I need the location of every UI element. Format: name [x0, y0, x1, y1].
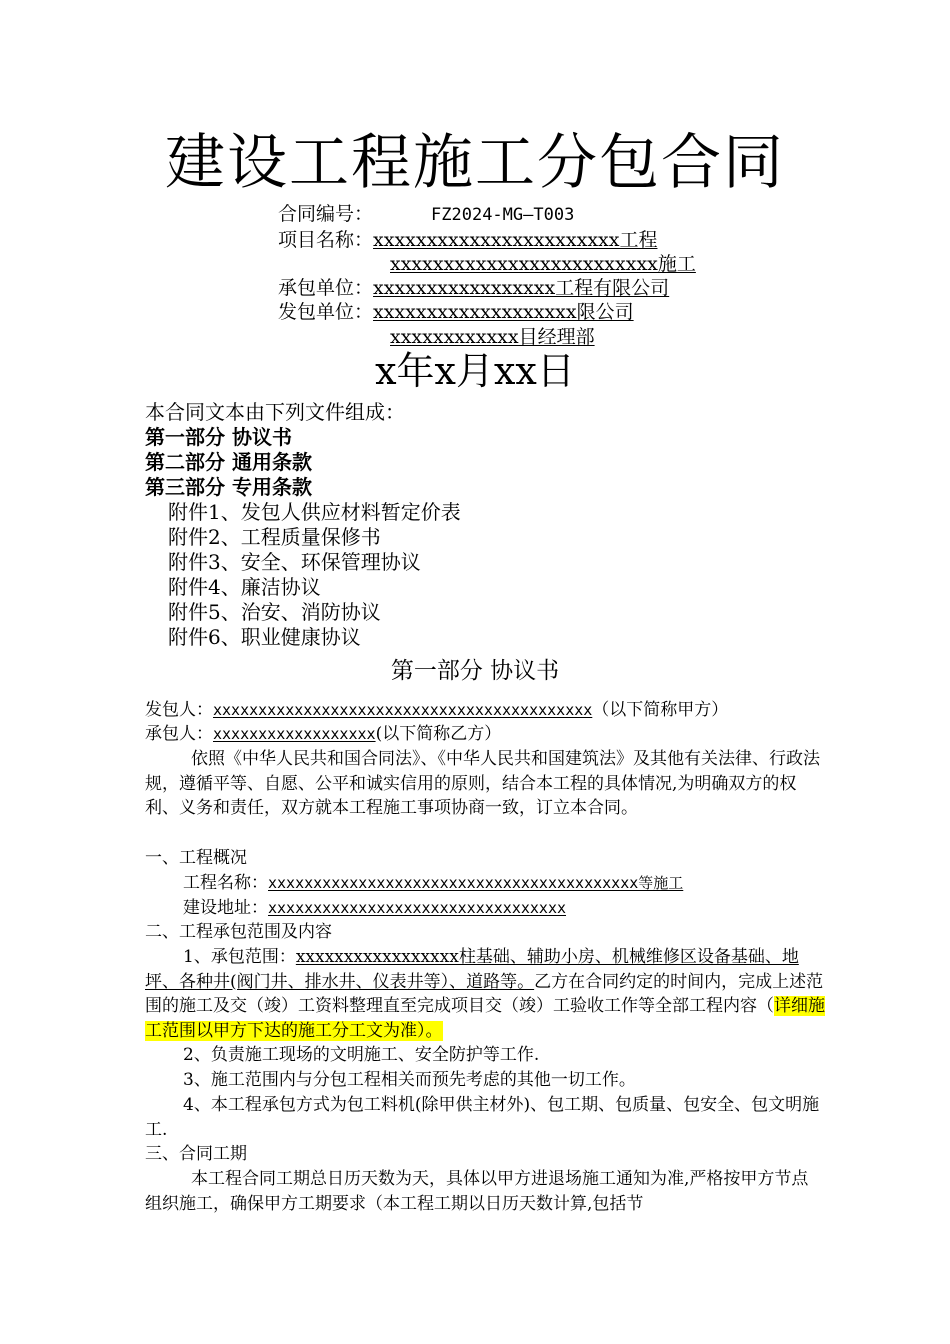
period-paragraph: 本工程合同工期总日历天数为天，具体以甲方进退场施工通知为准,严格按甲方节点组织施工，确保甲方工期要求（本工程工期以日历天数计算,包括节	[145, 1169, 809, 1214]
scope-highlight: 详细施工范围以甲方下达的施工分工文为准）。	[145, 996, 825, 1041]
contract-number-text: FZ2024-MG—T003	[431, 205, 575, 225]
work-name-value: xxxxxxxxxxxxxxxxxxxxxxxxxxxxxxxxxxxxxxxxx等施工	[268, 874, 684, 892]
heading-project-overview: 一、工程概况	[145, 848, 247, 868]
item-4: 4、本工程承包方式为包工料机(除甲供主材外)、包工期、包质量、包安全、包文明施工.	[145, 1095, 820, 1140]
scope-rest: 乙方在合同约定的时间内，完成上述范围的施工及交（竣）工资料整理直至完成项目交（竣）工验收工作等全部工程内容（	[145, 971, 824, 1016]
employer-line2: xxxxxxxxxxxx目经理部	[390, 326, 595, 348]
toc-attachment-2: 附件2、工程质量保修书	[168, 525, 381, 549]
scope-underlined: xxxxxxxxxxxxxxxxx柱基础、辅助小房、机械维修区设备基础、地坪、各种井(阀门井、排水井、仪表井等）、道路等。	[145, 947, 799, 992]
site-address-line	[183, 896, 566, 921]
party-b-label: 承包人：	[145, 724, 213, 744]
party-a-label: 发包人：	[145, 700, 213, 720]
site-value: xxxxxxxxxxxxxxxxxxxxxxxxxxxxxxxxx	[268, 899, 567, 917]
project-name-row	[278, 228, 657, 252]
employer-line1: xxxxxxxxxxxxxxxxxxx限公司	[373, 301, 634, 323]
party-b-row	[145, 722, 501, 747]
party-a-value: xxxxxxxxxxxxxxxxxxxxxxxxxxxxxxxxxxxxxxxxxx	[213, 701, 593, 719]
toc-attachment-6: 附件6、职业健康协议	[168, 625, 361, 649]
project-name-line	[183, 871, 683, 896]
party-a-row	[145, 698, 728, 723]
document-title: 建设工程施工分包合同	[165, 128, 785, 198]
item-3: 3、施工范围内与分包工程相关而预先考虑的其他一切工作。	[183, 1070, 636, 1090]
contract-date: x年x月xx日	[375, 349, 575, 393]
section-title: 第一部分 协议书	[390, 658, 560, 684]
contractor-value: xxxxxxxxxxxxxxxxx工程有限公司	[373, 277, 670, 299]
toc-part-2: 第二部分 通用条款	[145, 450, 312, 474]
party-b-suffix: (以下简称乙方）	[375, 724, 502, 744]
toc-attachment-5: 附件5、治安、消防协议	[168, 600, 381, 624]
contract-number-label: 合同编号：	[278, 203, 374, 225]
heading-period: 三、合同工期	[145, 1144, 247, 1164]
item-2: 2、负责施工现场的文明施工、安全防护等工作.	[183, 1045, 540, 1065]
project-name-line1: xxxxxxxxxxxxxxxxxxxxxxx工程	[373, 229, 658, 251]
heading-scope: 二、工程承包范围及内容	[145, 922, 332, 942]
toc-intro: 本合同文本由下列文件组成：	[145, 400, 405, 424]
site-label: 建设地址：	[183, 898, 268, 918]
project-name-line2: xxxxxxxxxxxxxxxxxxxxxxxxx施工	[390, 253, 696, 275]
work-name-label: 工程名称：	[183, 873, 268, 893]
toc-part-1: 第一部分 协议书	[145, 425, 292, 449]
party-b-value: xxxxxxxxxxxxxxxxxx	[213, 725, 376, 743]
contractor-label: 承包单位：	[278, 277, 374, 299]
contract-number-value	[373, 202, 673, 227]
toc-part-3: 第三部分 专用条款	[145, 475, 312, 499]
employer-label: 发包单位：	[278, 301, 374, 323]
toc-attachment-3: 附件3、安全、环保管理协议	[168, 550, 421, 574]
toc-attachment-4: 附件4、廉洁协议	[168, 575, 321, 599]
preamble-paragraph: 依照《中华人民共和国合同法》、《中华人民共和国建筑法》及其他有关法律、行政法规，遵循平等、自愿、公平和诚实信用的原则，结合本工程的具体情况,为明确双方的权利、义务和责任，双方就本工程施工事项协商一致，订立本合同。	[145, 749, 820, 818]
toc-attachment-1: 附件1、发包人供应材料暂定价表	[168, 500, 461, 524]
employer-row	[278, 300, 634, 324]
party-a-suffix: （以下简称甲方）	[592, 700, 729, 720]
contractor-row	[278, 276, 703, 300]
scope-prefix: 1、承包范围：	[183, 947, 296, 967]
contract-number-row	[278, 202, 673, 227]
scope-paragraph	[145, 945, 825, 1043]
project-name-label: 项目名称：	[278, 229, 374, 251]
